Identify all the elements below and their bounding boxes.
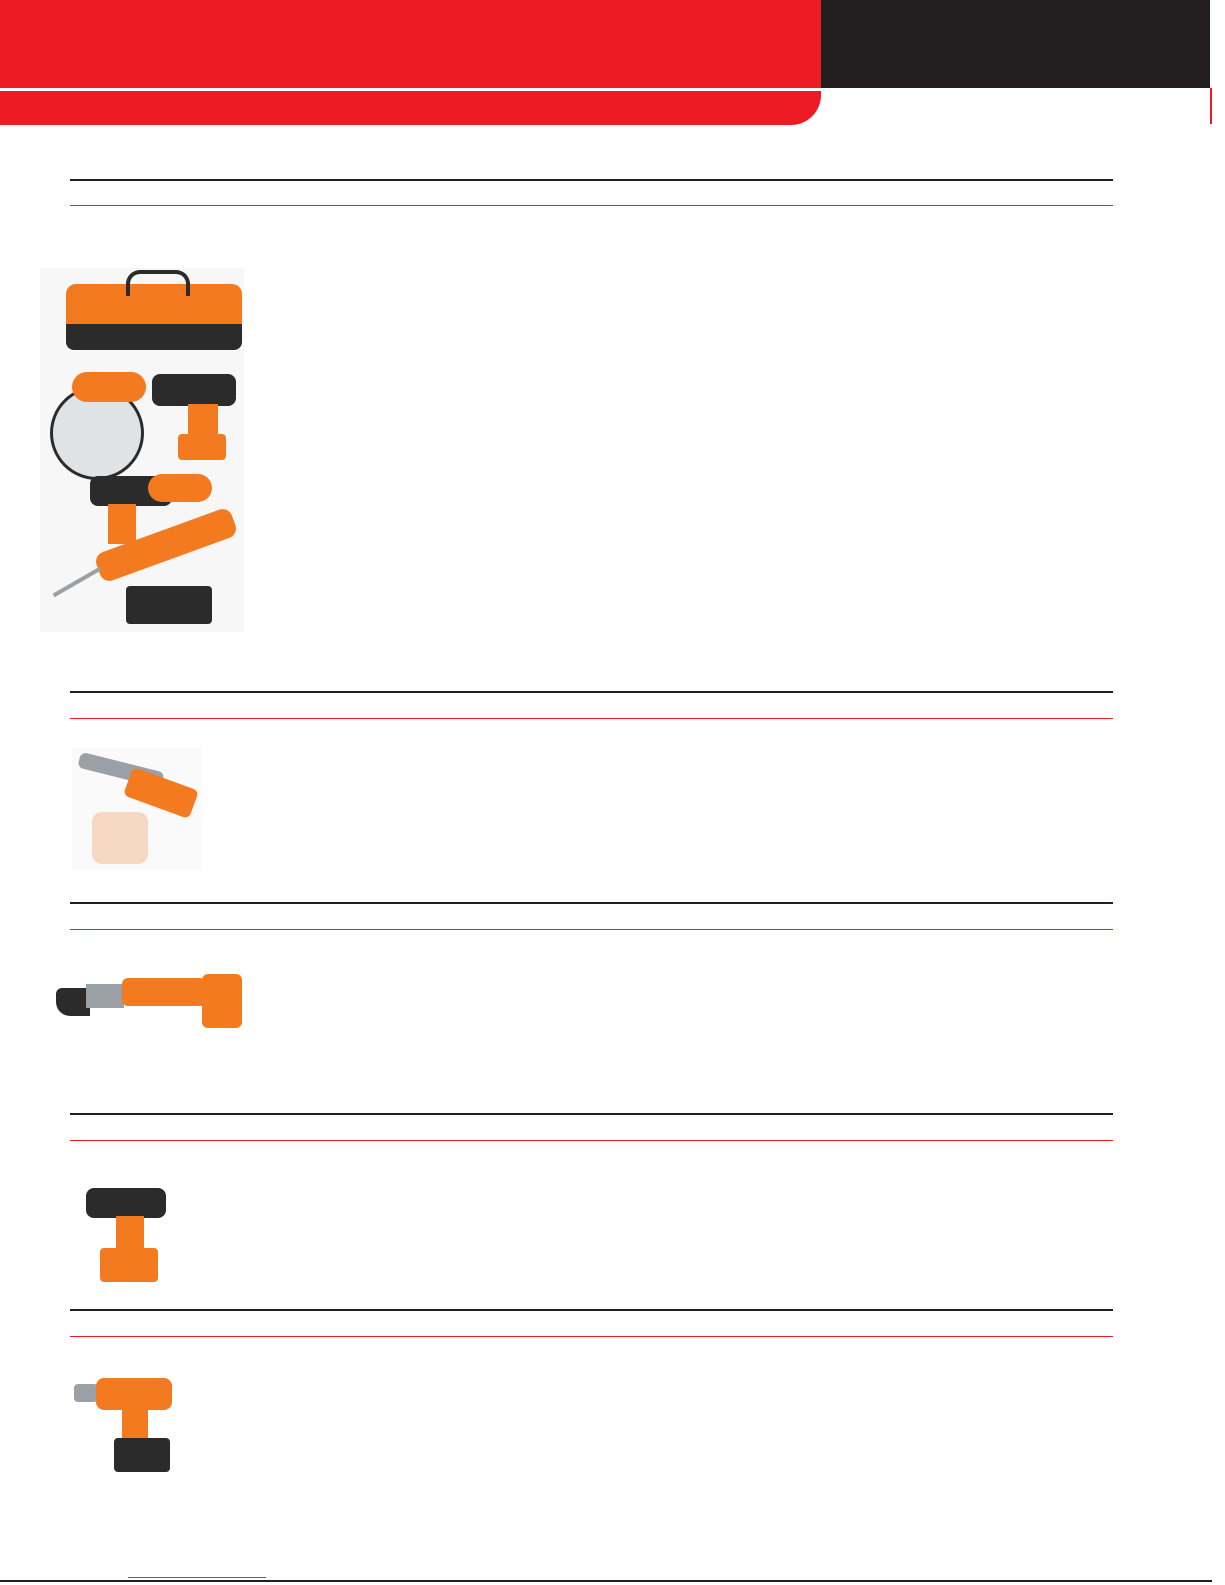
right-angle-drill-image: [72, 748, 202, 870]
header-banner-black: [821, 0, 1210, 88]
impact-battery-shape: [202, 974, 242, 1028]
section-rule-red: [70, 205, 1113, 206]
charger-shape: [126, 586, 212, 624]
impact-head-shape: [56, 988, 90, 1016]
impact-neck-shape: [86, 984, 124, 1008]
wrench-battery-shape: [100, 1248, 158, 1282]
impact-body-shape: [122, 978, 206, 1006]
impact-grip-shape: [108, 504, 136, 544]
drill-battery-shape: [114, 1438, 170, 1472]
recip-saw-blade-shape: [53, 567, 102, 597]
section-rule-red: [70, 929, 1113, 930]
drill-ghost-shape: [92, 812, 148, 864]
footer-link-underline[interactable]: [128, 1577, 266, 1578]
drill-driver-image: [74, 1372, 174, 1476]
tool-bag-handle-shape: [126, 270, 190, 296]
header-banner-red: [0, 0, 821, 88]
drill-body-shape: [152, 374, 236, 406]
drill-body-shape: [96, 1378, 172, 1410]
right-angle-impact-image: [56, 972, 242, 1034]
drill-chuck-shape: [74, 1384, 98, 1402]
combo-kit-image: [40, 268, 244, 632]
drill-grip-shape: [122, 1408, 148, 1442]
section-rule-red: [70, 1336, 1113, 1337]
section-rule-top: [70, 691, 1113, 693]
wrench-body-shape: [86, 1188, 166, 1218]
drill-grip-shape: [188, 404, 218, 438]
section-rule-red: [70, 1140, 1113, 1141]
section-rule-top: [70, 902, 1113, 904]
section-rule-top: [70, 1309, 1113, 1311]
section-rule-top: [70, 1113, 1113, 1115]
drill-battery-shape: [178, 434, 226, 460]
section-rule-red: [70, 718, 1113, 719]
circular-saw-body-shape: [72, 372, 146, 402]
footer-rule: [0, 1580, 1212, 1582]
header-edge-mark: [1210, 88, 1212, 124]
flashlight-shape: [148, 474, 212, 502]
impact-wrench-image: [86, 1180, 170, 1286]
tool-bag-base-shape: [66, 324, 242, 350]
header-tab: [0, 91, 821, 125]
section-rule-top: [70, 179, 1113, 181]
